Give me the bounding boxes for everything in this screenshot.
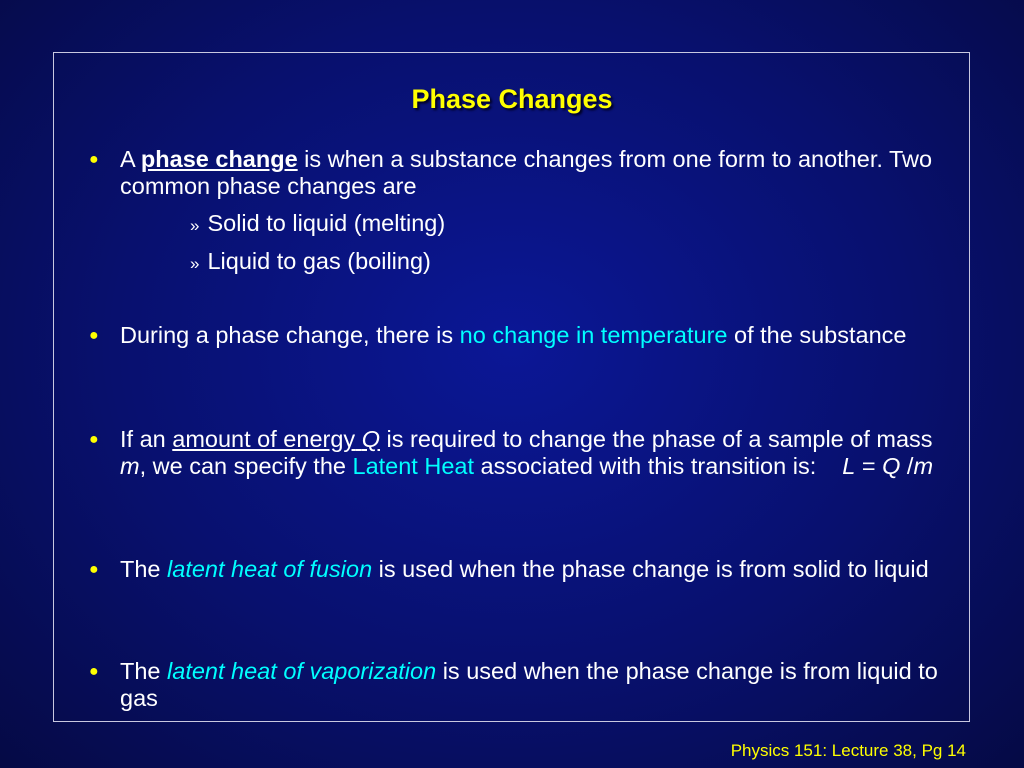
highlight-no-change: no change in temperature <box>459 322 728 348</box>
highlight-fusion: latent heat of fusion <box>167 556 373 582</box>
equation: L = Q /m <box>842 453 934 479</box>
bullet-text: The latent heat of fusion is used when the phase change is from solid to liquid <box>120 556 929 582</box>
bullet-dot-icon: ● <box>89 663 99 680</box>
bullet-text: During a phase change, there is no change in temperature of the substance <box>120 322 907 348</box>
term-phase-change: phase change <box>140 146 298 172</box>
bullet-dot-icon: ● <box>89 561 99 578</box>
bullet-text: A phase change is when a substance changes from one form to another. Two common phase changes are <box>120 146 933 199</box>
bullet-text: The latent heat of vaporization is used when the phase change is from liquid to gas <box>120 658 938 711</box>
underlined-amount-of-energy: amount of energy <box>172 426 356 452</box>
highlight-latent-heat: Latent Heat <box>352 453 475 479</box>
slide-title: Phase Changes <box>411 84 613 114</box>
slide-footer: Physics 151: Lecture 38, Pg 14 <box>730 741 966 760</box>
highlight-vaporization: latent heat of vaporization <box>167 658 437 684</box>
subitem-melting: » Solid to liquid (melting) <box>190 210 446 236</box>
bullet-text: If an amount of energy Q is required to change the phase of a sample of mass m, we can specify the Latent Heat associated with this transition is: L = Q /m <box>120 426 934 479</box>
bullet-dot-icon: ● <box>89 327 99 344</box>
var-q: Q <box>361 426 380 452</box>
sub-bullet-icon: » <box>190 254 200 273</box>
bullet-dot-icon: ● <box>89 431 99 448</box>
var-m: m <box>120 453 140 479</box>
subitem-boiling: » Liquid to gas (boiling) <box>190 248 431 274</box>
bullet-dot-icon: ● <box>89 151 99 168</box>
sub-bullet-icon: » <box>190 216 200 235</box>
